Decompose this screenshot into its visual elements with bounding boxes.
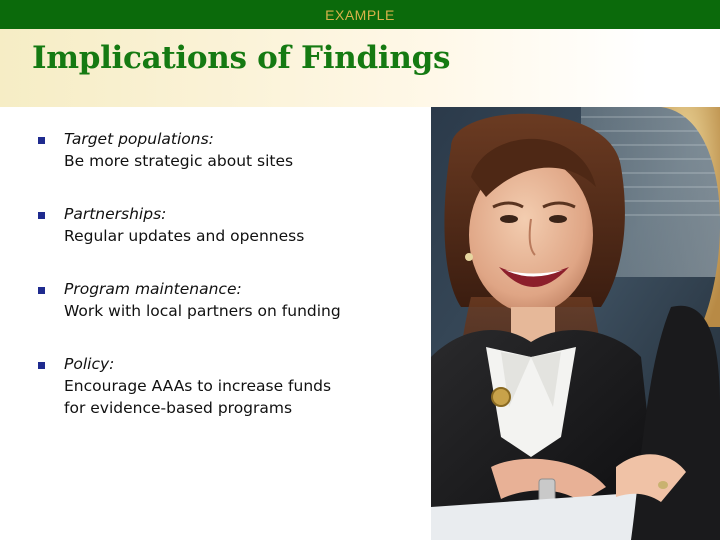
bullet-text: Work with local partners on funding: [64, 302, 341, 320]
bullet-heading: Program maintenance:: [64, 280, 242, 298]
bullet-target-populations: [34, 128, 434, 172]
bullet-heading: Partnerships:: [64, 205, 167, 223]
bullet-heading: Policy:: [64, 355, 115, 373]
square-bullet-icon: [38, 212, 45, 219]
bullet-policy: [34, 353, 434, 419]
bullet-partnerships: [34, 203, 434, 247]
bullet-text: Be more strategic about sites: [64, 152, 294, 170]
bullet-heading: Target populations:: [64, 130, 214, 148]
square-bullet-icon: [38, 287, 45, 294]
photo-illustration: [431, 107, 720, 540]
square-bullet-icon: [38, 137, 45, 144]
photo-smiling-woman: [431, 107, 720, 540]
example-banner: [0, 0, 720, 29]
square-bullet-icon: [38, 362, 45, 369]
bullet-program-maintenance: [34, 278, 434, 322]
bullet-list: [34, 128, 434, 419]
bullet-text: Regular updates and openness: [64, 227, 305, 245]
example-label: EXAMPLE: [325, 6, 395, 23]
slide-title: Implications of Findings: [32, 40, 451, 76]
bullet-text-line-2: for evidence-based programs: [64, 399, 293, 417]
bullet-text-line-1: Encourage AAAs to increase funds: [64, 377, 332, 395]
